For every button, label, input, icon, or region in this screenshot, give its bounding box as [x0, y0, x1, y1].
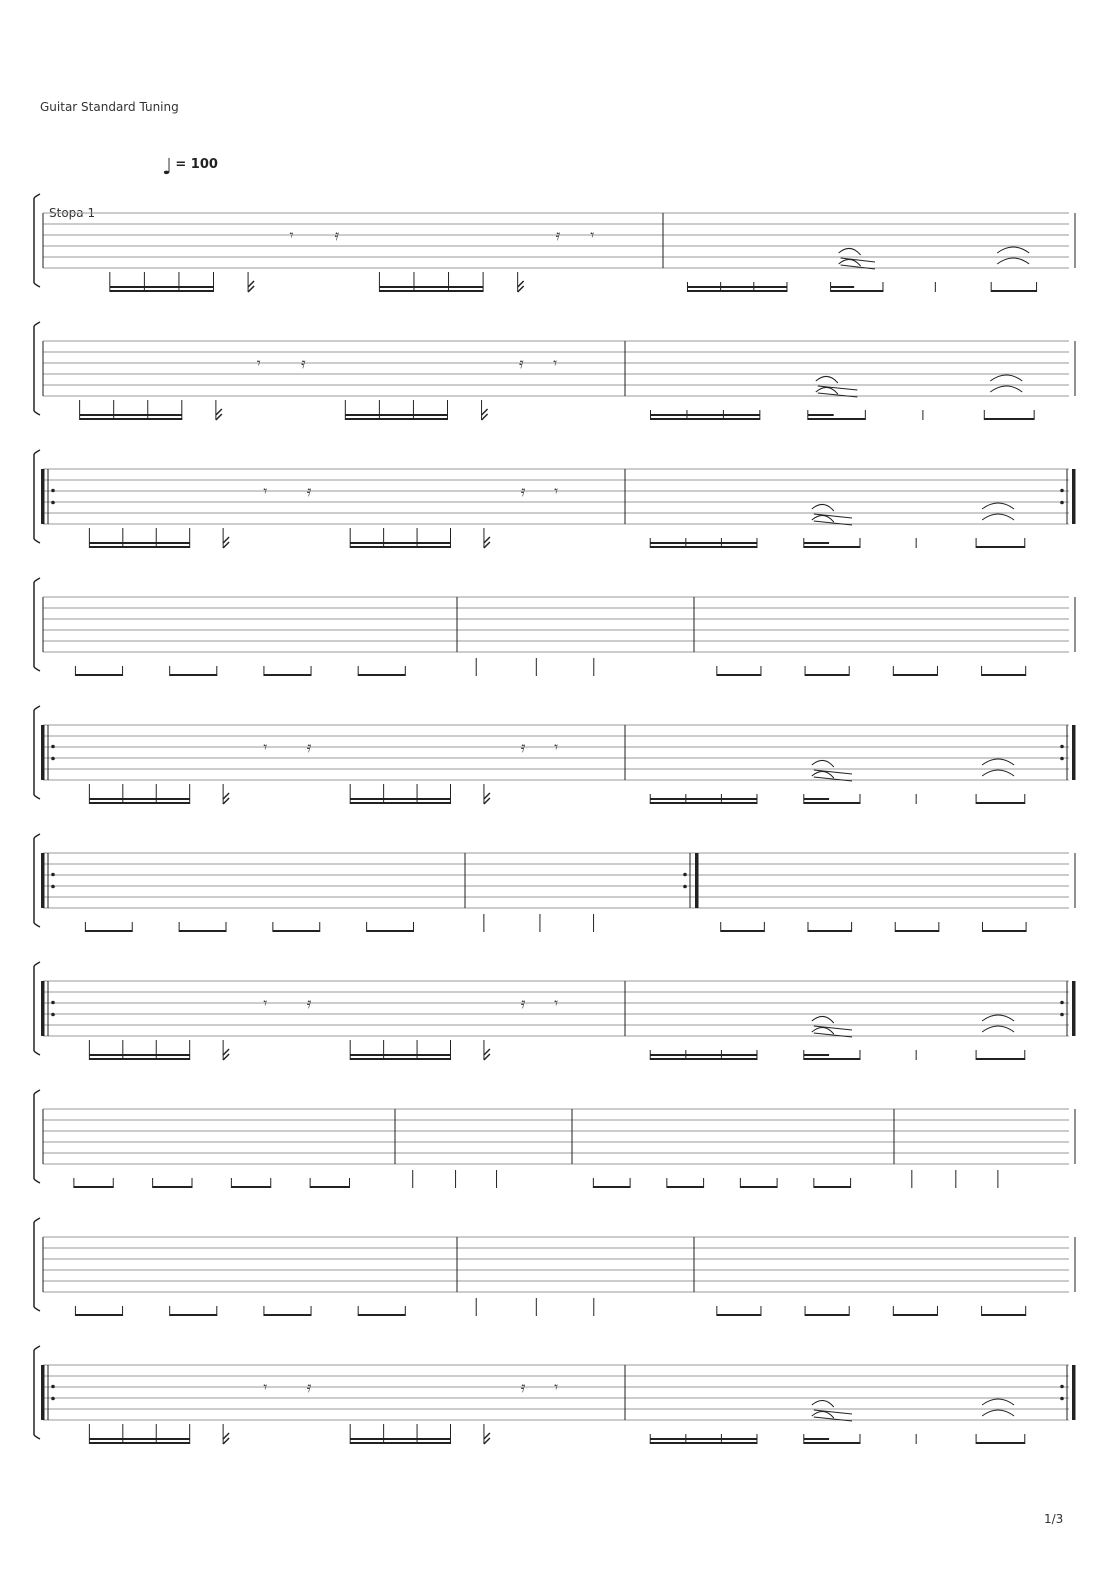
eighth-rest: 𝄾 — [263, 994, 268, 1012]
eighth-beam — [982, 930, 1026, 932]
eighth-beam — [984, 418, 1034, 420]
tie-arc — [812, 504, 834, 511]
sixteenth-flag — [482, 409, 488, 420]
repeat-dot — [1060, 1385, 1064, 1389]
eighth-beam — [740, 1186, 777, 1188]
bracket-hook-bottom — [34, 539, 40, 543]
sixteenth-beam — [350, 1054, 450, 1056]
eighth-beam — [721, 930, 765, 932]
sixteenth-flag — [223, 793, 229, 804]
eighth-beam — [179, 930, 226, 932]
bracket-hook-bottom — [34, 1307, 40, 1311]
sixteenth-beam — [650, 802, 757, 804]
eighth-beam — [893, 674, 937, 676]
bracket-hook-top — [34, 578, 40, 582]
sixteenth-beam — [650, 1442, 757, 1444]
eighth-beam — [808, 930, 852, 932]
sixteenth-flag — [248, 281, 254, 292]
repeat-dot — [683, 885, 687, 889]
sixteenth-rest: 𝄿 — [520, 738, 526, 756]
repeat-start-thick-bar — [41, 725, 45, 780]
repeat-dot — [1060, 1397, 1064, 1401]
eighth-beam — [264, 674, 311, 676]
repeat-dot — [51, 489, 55, 493]
repeat-start-thick-bar — [41, 981, 45, 1036]
sixteenth-flag — [223, 1433, 229, 1444]
bracket-hook-bottom — [34, 1051, 40, 1055]
eighth-beam — [805, 1314, 849, 1316]
sixteenth-beam — [350, 1438, 450, 1440]
bracket-hook-top — [34, 450, 40, 454]
tie-arc — [982, 759, 1014, 765]
sixteenth-beam — [650, 546, 757, 548]
sixteenth-beam — [651, 414, 760, 416]
eighth-beam — [170, 674, 217, 676]
sixteenth-beam — [350, 542, 450, 544]
bracket-hook-top — [34, 706, 40, 710]
sixteenth-beam — [687, 286, 786, 288]
repeat-dot — [1060, 757, 1064, 761]
bracket-hook-bottom — [34, 1435, 40, 1439]
tie-arc — [812, 760, 834, 767]
tie-arc — [997, 258, 1029, 264]
repeat-dot — [51, 885, 55, 889]
tie-arc — [982, 770, 1014, 776]
eighth-beam — [85, 930, 132, 932]
repeat-dot — [51, 1385, 55, 1389]
eighth-beam — [74, 1186, 113, 1188]
repeat-dot — [1060, 1001, 1064, 1005]
sixteenth-beam — [379, 286, 483, 288]
eighth-beam — [273, 930, 320, 932]
eighth-beam — [982, 674, 1026, 676]
sixteenth-beam — [804, 542, 829, 544]
tie-arc — [816, 376, 838, 383]
repeat-end-thick-bar — [1072, 469, 1076, 524]
tie-arc — [982, 1399, 1014, 1405]
page-number: 1/3 — [1044, 1512, 1064, 1526]
repeat-dot — [1060, 745, 1064, 749]
repeat-start-thick-bar — [41, 469, 45, 524]
tie-arc — [812, 1400, 834, 1407]
repeat-dot — [51, 1397, 55, 1401]
sixteenth-beam — [89, 1438, 189, 1440]
eighth-beam — [976, 1442, 1025, 1444]
bracket-hook-top — [34, 1218, 40, 1222]
sixteenth-beam — [350, 546, 450, 548]
sixteenth-beam — [345, 418, 447, 420]
eighth-beam — [367, 930, 414, 932]
eighth-beam — [982, 1314, 1026, 1316]
eighth-beam — [976, 802, 1025, 804]
repeat-dot — [1060, 501, 1064, 505]
repeat-end-thick-bar — [1072, 1365, 1076, 1420]
repeat-dot — [1060, 1013, 1064, 1017]
sixteenth-beam — [110, 290, 214, 292]
tie-arc — [982, 503, 1014, 509]
tempo-value: = 100 — [175, 157, 218, 172]
eighth-beam — [805, 674, 849, 676]
bracket-hook-top — [34, 322, 40, 326]
sixteenth-beam — [808, 414, 834, 416]
tie-arc — [990, 386, 1022, 392]
sixteenth-beam — [350, 798, 450, 800]
eighth-beam — [991, 290, 1036, 292]
eighth-beam — [804, 802, 860, 804]
sixteenth-beam — [350, 1442, 450, 1444]
eighth-rest: 𝄾 — [554, 994, 559, 1012]
eighth-beam — [976, 546, 1025, 548]
eighth-beam — [593, 1186, 630, 1188]
eighth-rest: 𝄾 — [554, 482, 559, 500]
sixteenth-beam — [350, 1058, 450, 1060]
sixteenth-flag — [484, 537, 490, 548]
repeat-dot — [51, 745, 55, 749]
bracket-hook-bottom — [34, 923, 40, 927]
eighth-rest: 𝄾 — [554, 738, 559, 756]
eighth-beam — [231, 1186, 270, 1188]
bracket-hook-top — [34, 834, 40, 838]
repeat-end-thick-bar — [695, 853, 699, 908]
eighth-beam — [75, 1314, 122, 1316]
eighth-beam — [804, 546, 860, 548]
tie-arc — [812, 1016, 834, 1023]
eighth-rest: 𝄾 — [590, 226, 595, 244]
eighth-beam — [170, 1314, 217, 1316]
eighth-rest: 𝄾 — [256, 354, 261, 372]
eighth-beam — [264, 1314, 311, 1316]
sixteenth-beam — [687, 290, 786, 292]
repeat-dot — [51, 1013, 55, 1017]
sixteenth-beam — [804, 1438, 829, 1440]
sixteenth-beam — [350, 802, 450, 804]
repeat-start-thick-bar — [41, 853, 45, 908]
sixteenth-beam — [804, 798, 829, 800]
eighth-beam — [895, 930, 939, 932]
tie-arc — [982, 1026, 1014, 1032]
tie-arc — [839, 248, 861, 255]
sixteenth-rest: 𝄿 — [306, 482, 312, 500]
sixteenth-beam — [831, 286, 855, 288]
sixteenth-beam — [650, 1054, 757, 1056]
sixteenth-rest: 𝄿 — [519, 354, 524, 372]
tie-arc — [990, 375, 1022, 381]
track-name: Stopa 1 — [49, 206, 96, 220]
sixteenth-rest: 𝄿 — [520, 1378, 526, 1396]
sixteenth-rest: 𝄿 — [301, 354, 306, 372]
eighth-beam — [75, 674, 122, 676]
sixteenth-beam — [89, 798, 189, 800]
bracket-hook-bottom — [34, 411, 40, 415]
eighth-rest: 𝄾 — [263, 482, 268, 500]
repeat-end-thick-bar — [1072, 981, 1076, 1036]
sixteenth-rest: 𝄿 — [555, 226, 561, 244]
sixteenth-rest: 𝄿 — [306, 1378, 312, 1396]
tuning-label: Guitar Standard Tuning — [40, 100, 179, 114]
eighth-beam — [976, 1058, 1025, 1060]
sixteenth-beam — [89, 546, 189, 548]
eighth-beam — [814, 1186, 851, 1188]
eighth-rest: 𝄾 — [263, 738, 268, 756]
tie-arc — [982, 514, 1014, 520]
bracket-hook-bottom — [34, 795, 40, 799]
repeat-dot — [51, 501, 55, 505]
eighth-beam — [358, 674, 405, 676]
eighth-rest: 𝄾 — [554, 1378, 559, 1396]
sixteenth-rest: 𝄿 — [306, 994, 312, 1012]
sixteenth-rest: 𝄿 — [520, 482, 526, 500]
sixteenth-beam — [650, 1438, 757, 1440]
bracket-hook-top — [34, 962, 40, 966]
sixteenth-beam — [80, 418, 182, 420]
tie-arc — [982, 1410, 1014, 1416]
eighth-beam — [153, 1186, 192, 1188]
eighth-rest: 𝄾 — [553, 354, 558, 372]
repeat-dot — [1060, 489, 1064, 493]
eighth-rest: 𝄾 — [263, 1378, 268, 1396]
sixteenth-rest: 𝄿 — [334, 226, 340, 244]
eighth-beam — [717, 674, 761, 676]
eighth-beam — [717, 1314, 761, 1316]
repeat-end-thick-bar — [1072, 725, 1076, 780]
sixteenth-beam — [89, 1058, 189, 1060]
sixteenth-beam — [89, 1442, 189, 1444]
sixteenth-beam — [345, 414, 447, 416]
bracket-hook-top — [34, 1090, 40, 1094]
repeat-dot — [51, 873, 55, 877]
eighth-beam — [893, 1314, 937, 1316]
repeat-dot — [51, 1001, 55, 1005]
sixteenth-beam — [651, 418, 760, 420]
sixteenth-flag — [484, 1049, 490, 1060]
sixteenth-flag — [223, 537, 229, 548]
quarter-note-icon: ♩ — [162, 155, 173, 180]
sixteenth-beam — [89, 1054, 189, 1056]
tie-arc — [982, 1015, 1014, 1021]
sixteenth-flag — [216, 409, 222, 420]
sixteenth-rest: 𝄿 — [306, 738, 312, 756]
sixteenth-flag — [484, 1433, 490, 1444]
sixteenth-flag — [518, 281, 524, 292]
eighth-beam — [358, 1314, 405, 1316]
eighth-beam — [831, 290, 883, 292]
eighth-beam — [667, 1186, 704, 1188]
repeat-dot — [51, 757, 55, 761]
bracket-hook-bottom — [34, 283, 40, 287]
eighth-beam — [804, 1442, 860, 1444]
eighth-beam — [804, 1058, 860, 1060]
sixteenth-beam — [650, 798, 757, 800]
eighth-rest: 𝄾 — [289, 226, 294, 244]
sixteenth-beam — [650, 542, 757, 544]
sixteenth-beam — [650, 1058, 757, 1060]
sixteenth-beam — [89, 542, 189, 544]
repeat-start-thick-bar — [41, 1365, 45, 1420]
sixteenth-beam — [379, 290, 483, 292]
bracket-hook-top — [34, 194, 40, 198]
sixteenth-beam — [110, 286, 214, 288]
bracket-hook-top — [34, 1346, 40, 1350]
tie-arc — [997, 247, 1029, 253]
sixteenth-beam — [89, 802, 189, 804]
sixteenth-beam — [804, 1054, 829, 1056]
eighth-beam — [808, 418, 866, 420]
sixteenth-beam — [80, 414, 182, 416]
repeat-dot — [683, 873, 687, 877]
sixteenth-flag — [223, 1049, 229, 1060]
bracket-hook-bottom — [34, 667, 40, 671]
sixteenth-rest: 𝄿 — [520, 994, 526, 1012]
sixteenth-flag — [484, 793, 490, 804]
bracket-hook-bottom — [34, 1179, 40, 1183]
eighth-beam — [310, 1186, 349, 1188]
